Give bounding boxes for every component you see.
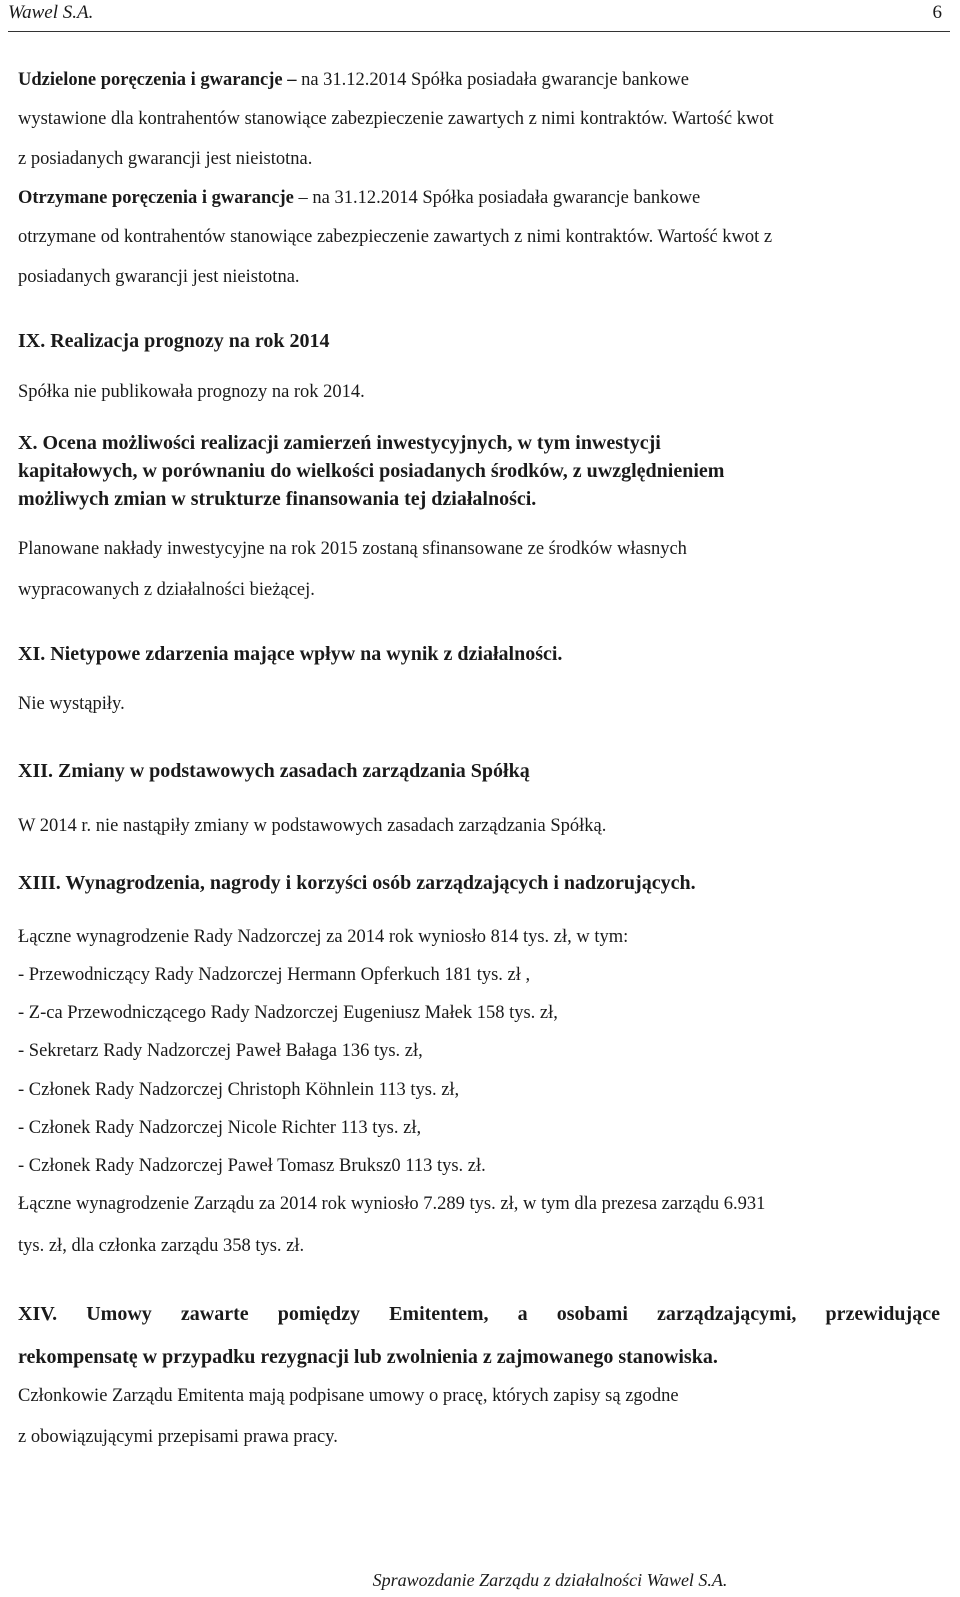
section-x-text-line-2: wypracowanych z działalności bieżącej. bbox=[18, 580, 315, 600]
received-guarantees-label: Otrzymane poręczenia i gwarancje bbox=[18, 188, 294, 208]
heading-word: XIV. bbox=[18, 1303, 58, 1325]
given-guarantees-line-2: wystawione dla kontrahentów stanowiące zabezpieczenie zawartych z nimi kontraktów. Wartość kwot bbox=[18, 109, 774, 129]
heading-word: a bbox=[517, 1303, 528, 1325]
remuneration-item: - Z-ca Przewodniczącego Rady Nadzorczej Eugeniusz Małek 158 tys. zł, bbox=[18, 1003, 558, 1023]
given-guarantees-label: Udzielone poręczenia i gwarancje – bbox=[18, 70, 297, 90]
section-xiv-heading-line-2: rekompensatę w przypadku rezygnacji lub zwolnienia z zajmowanego stanowiska. bbox=[18, 1346, 718, 1368]
remuneration-item: - Członek Rady Nadzorczej Christoph Köhnlein 113 tys. zł, bbox=[18, 1080, 460, 1100]
management-board-total-line-1: Łączne wynagrodzenie Zarządu za 2014 rok wyniosło 7.289 tys. zł, w tym dla prezesa zarządu 6.931 bbox=[18, 1194, 766, 1214]
section-xiv-text-line-1: Członkowie Zarządu Emitenta mają podpisane umowy o pracę, których zapisy są zgodne bbox=[18, 1386, 679, 1406]
section-xiv-heading-line-1 bbox=[18, 1303, 940, 1326]
received-guarantees-text-1: – na 31.12.2014 Spółka posiadała gwarancje bankowe bbox=[293, 188, 701, 208]
heading-word: osobami bbox=[556, 1303, 628, 1325]
supervisory-board-total: Łączne wynagrodzenie Rady Nadzorczej za 2014 rok wyniosło 814 tys. zł, w tym: bbox=[18, 927, 629, 947]
given-guarantees-line-3: z posiadanych gwarancji jest nieistotna. bbox=[18, 149, 313, 169]
header-divider bbox=[8, 31, 950, 32]
section-x-text-line-1: Planowane nakłady inwestycyjne na rok 2015 zostaną sfinansowane ze środków własnych bbox=[18, 539, 687, 559]
given-guarantees-line-1 bbox=[18, 70, 689, 91]
heading-word: zawarte bbox=[180, 1303, 249, 1325]
remuneration-item: - Przewodniczący Rady Nadzorczej Hermann Opferkuch 181 tys. zł , bbox=[18, 965, 531, 985]
heading-word: zarządzającymi, bbox=[657, 1303, 797, 1325]
remuneration-item: - Członek Rady Nadzorczej Paweł Tomasz Bruksz0 113 tys. zł. bbox=[18, 1156, 486, 1176]
received-guarantees-line-1 bbox=[18, 188, 700, 209]
heading-word: Emitentem, bbox=[389, 1303, 489, 1325]
header-company: Wawel S.A. bbox=[8, 2, 94, 23]
section-x-heading-line-1: X. Ocena możliwości realizacji zamierzeń inwestycyjnych, w tym inwestycji bbox=[18, 432, 661, 454]
section-x-heading-line-2: kapitałowych, w porównaniu do wielkości posiadanych środków, z uwzględnieniem bbox=[18, 460, 725, 482]
page-number: 6 bbox=[932, 2, 942, 23]
management-board-total-line-2: tys. zł, dla członka zarządu 358 tys. zł. bbox=[18, 1236, 305, 1256]
section-xi-heading: XI. Nietypowe zdarzenia mające wpływ na wynik z działalności. bbox=[18, 643, 563, 665]
received-guarantees-line-2: otrzymane od kontrahentów stanowiące zabezpieczenie zawartych z nimi kontraktów. Wartość kwot z bbox=[18, 227, 773, 247]
section-ix-heading: IX. Realizacja prognozy na rok 2014 bbox=[18, 330, 330, 352]
remuneration-item: - Członek Rady Nadzorczej Nicole Richter 113 tys. zł, bbox=[18, 1118, 422, 1138]
section-xiii-heading: XIII. Wynagrodzenia, nagrody i korzyści osób zarządzających i nadzorujących. bbox=[18, 872, 696, 894]
section-xii-text: W 2014 r. nie nastąpiły zmiany w podstawowych zasadach zarządzania Spółką. bbox=[18, 816, 607, 836]
page-footer: Sprawozdanie Zarządu z działalności Wawel S.A. bbox=[372, 1570, 728, 1590]
heading-word: przewidujące bbox=[825, 1303, 940, 1325]
section-xiv-text-line-2: z obowiązującymi przepisami prawa pracy. bbox=[18, 1427, 338, 1447]
section-xii-heading: XII. Zmiany w podstawowych zasadach zarządzania Spółką bbox=[18, 760, 530, 782]
section-ix-text: Spółka nie publikowała prognozy na rok 2014. bbox=[18, 382, 365, 402]
heading-word: Umowy bbox=[86, 1303, 152, 1325]
received-guarantees-line-3: posiadanych gwarancji jest nieistotna. bbox=[18, 267, 300, 287]
section-x-heading-line-3: możliwych zmian w strukturze finansowania tej działalności. bbox=[18, 488, 537, 510]
heading-word: pomiędzy bbox=[277, 1303, 360, 1325]
remuneration-item: - Sekretarz Rady Nadzorczej Paweł Bałaga 136 tys. zł, bbox=[18, 1041, 423, 1061]
given-guarantees-text-1: na 31.12.2014 Spółka posiadała gwarancje bankowe bbox=[296, 70, 689, 90]
section-xi-text: Nie wystąpiły. bbox=[18, 694, 125, 714]
